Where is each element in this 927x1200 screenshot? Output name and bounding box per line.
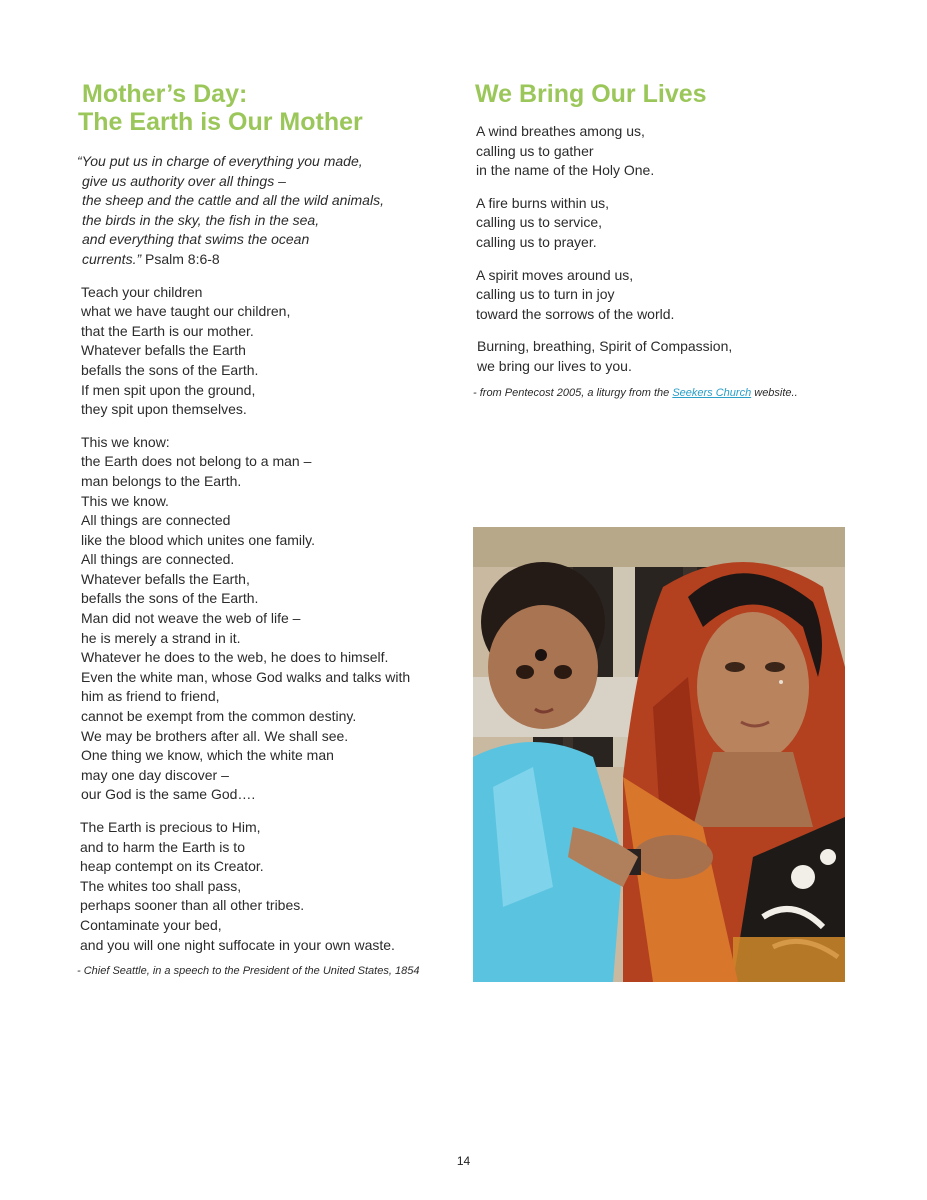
poem-line: and to harm the Earth is to — [80, 838, 245, 855]
poem-line: One thing we know, which the white man — [81, 747, 334, 764]
quote-line-last — [77, 250, 457, 270]
poem-line: him as friend to friend, — [81, 688, 220, 705]
poem-line: Man did not weave the web of life – — [81, 610, 301, 627]
poem-line: heap contempt on its Creator. — [80, 858, 264, 875]
poem-line: he is merely a strand in it. — [81, 629, 241, 646]
quote-line: the sheep and the cattle and all the wild animals, — [82, 192, 384, 209]
poem-line: cannot be exempt from the common destiny. — [81, 708, 357, 725]
psalm-citation: Psalm 8:6-8 — [145, 250, 220, 267]
poem-line: If men spit upon the ground, — [81, 381, 256, 398]
poem-line: that the Earth is our mother. — [81, 322, 254, 339]
poem-line: Contaminate your bed, — [80, 916, 222, 933]
poem-line: in the name of the Holy One. — [476, 162, 655, 179]
stanza-this-we-know — [77, 433, 457, 805]
stanza-burning — [473, 337, 853, 376]
poem-line: Burning, breathing, Spirit of Compassion, — [477, 338, 733, 355]
page-number: 14 — [456, 1154, 471, 1168]
chief-seattle-attribution: - Chief Seattle, in a speech to the President of the United States, 1854 — [77, 965, 420, 978]
heading-line: We Bring Our Lives — [475, 80, 707, 108]
poem-line: we bring our lives to you. — [477, 357, 632, 374]
poem-line: they spit upon themselves. — [81, 401, 247, 418]
poem-line: may one day discover – — [81, 766, 229, 783]
poem-line: A wind breathes among us, — [476, 123, 645, 139]
poem-line: Whatever he does to the web, he does to himself. — [81, 649, 389, 666]
attribution-prefix: - from Pentecost 2005, a liturgy from the — [473, 386, 673, 399]
poem-line: calling us to prayer. — [476, 233, 597, 250]
heading-line-1: Mother’s Day: — [82, 80, 248, 108]
mothers-day-heading — [77, 80, 457, 136]
poem-line: toward the sorrows of the world. — [476, 305, 675, 322]
quote-line: and everything that swims the ocean — [82, 231, 310, 248]
poem-line: befalls the sons of the Earth. — [81, 590, 259, 607]
right-column — [473, 80, 853, 400]
poem-line: our God is the same God…. — [81, 786, 256, 803]
stanza-spirit — [473, 266, 853, 325]
mother-and-child-photo — [473, 527, 845, 982]
poem-line: The Earth is precious to Him, — [80, 819, 261, 835]
poem-line: All things are connected — [81, 512, 231, 529]
quote-end: currents.” — [82, 250, 142, 267]
poem-line: befalls the sons of the Earth. — [81, 361, 259, 378]
poem-line: All things are connected. — [81, 551, 235, 568]
liturgy-attribution — [473, 386, 853, 400]
poem-line: A fire burns within us, — [476, 194, 610, 211]
poem-line: calling us to service, — [476, 214, 603, 231]
psalm-quote — [77, 152, 457, 270]
quote-line: the birds in the sky, the fish in the sea, — [82, 211, 320, 228]
attribution-suffix: website.. — [751, 386, 798, 399]
poem-line: This we know: — [81, 433, 170, 450]
seekers-church-link[interactable]: Seekers Church — [672, 386, 752, 399]
left-column — [77, 80, 457, 978]
stanza-wind — [473, 122, 853, 181]
stanza-fire — [473, 194, 853, 253]
poem-line: and you will one night suffocate in your own waste. — [80, 936, 395, 953]
poem-line: man belongs to the Earth. — [81, 472, 242, 489]
poem-line: Even the white man, whose God walks and talks with — [81, 668, 411, 685]
poem-line: Teach your children — [81, 283, 203, 300]
poem-line: perhaps sooner than all other tribes. — [80, 897, 305, 914]
poem-line: We may be brothers after all. We shall see. — [81, 727, 349, 744]
poem-line: This we know. — [81, 492, 169, 509]
poem-line: the Earth does not belong to a man – — [81, 453, 312, 470]
quote-line: give us authority over all things – — [82, 172, 286, 189]
we-bring-our-lives-heading — [473, 80, 853, 108]
stanza-teach-your-children — [77, 283, 457, 420]
heading-line-2: The Earth is Our Mother — [78, 108, 363, 136]
quote-line: “You put us in charge of everything you made, — [77, 153, 363, 169]
poem-line: what we have taught our children, — [81, 303, 291, 320]
poem-line: Whatever befalls the Earth, — [81, 570, 250, 587]
poem-line: Whatever befalls the Earth — [81, 342, 246, 359]
poem-line: A spirit moves around us, — [476, 266, 634, 283]
poem-line: The whites too shall pass, — [80, 877, 242, 894]
stanza-earth-is-precious — [77, 818, 457, 955]
poem-line: calling us to gather — [476, 142, 594, 159]
poem-line: like the blood which unites one family. — [81, 531, 315, 548]
poem-line: calling us to turn in joy — [476, 286, 615, 303]
